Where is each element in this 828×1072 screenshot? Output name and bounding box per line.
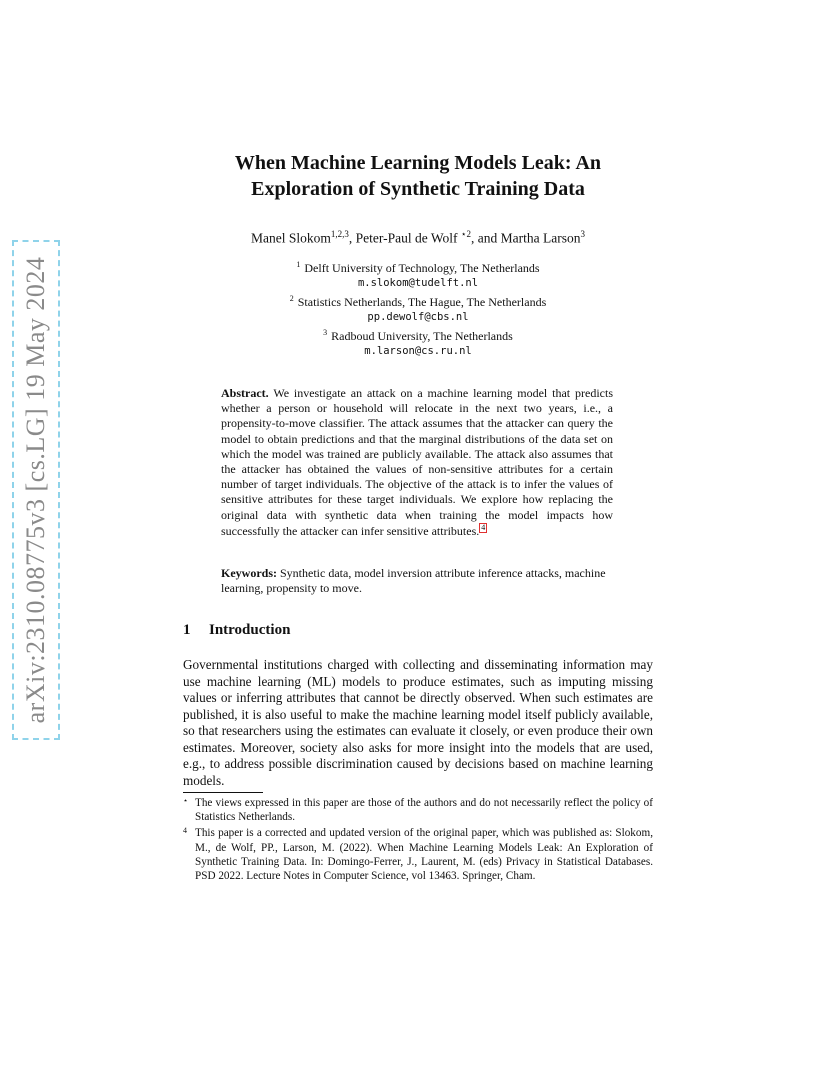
- email-1[interactable]: m.slokom@tudelft.nl: [357, 277, 479, 289]
- email-2[interactable]: pp.dewolf@cbs.nl: [367, 311, 469, 323]
- title-line-2: Exploration of Synthetic Training Data: [251, 178, 585, 200]
- affiliations: [183, 257, 653, 359]
- footnotes: [183, 796, 653, 885]
- affiliation-3: $^3$ Radboud University, The Netherlands: [323, 328, 513, 343]
- footnote-link[interactable]: 4: [481, 522, 486, 532]
- arxiv-stamp: [12, 240, 60, 740]
- author-separator-2: , and Martha Larson: [471, 230, 581, 246]
- footnote-4: [183, 826, 653, 883]
- abstract-label: Abstract.: [221, 386, 269, 400]
- footnote-rule: [183, 792, 263, 793]
- intro-paragraph: Governmental institutions charged with collecting and disseminating information may use machine learning (ML) models to produce estimates, such as imputing missing values or inferring attributes that cannot be directly observed. When such estimates are published, it is also useful to make the machine learning model itself publicly available, so that researchers using the estimates can evaluate it closely, or even produce their own estimates. Moreover, society also asks for more insight into the models that are used, e.g., to address possible discrimination caused by decisions based on machine learning models.: [183, 657, 653, 788]
- keywords-label: Keywords:: [221, 566, 277, 580]
- title-line-1: When Machine Learning Models Leak: An: [234, 152, 602, 174]
- footnote-4-mark: 4: [183, 826, 187, 836]
- footnote-1-mark: ⋆: [183, 796, 189, 805]
- section-heading: [183, 622, 290, 639]
- footnote-1: [183, 796, 653, 824]
- footnote-4-text: This paper is a corrected and updated version of the original paper, which was published as: Slokom, M., de Wolf, PP., Larson, M. (2022). When Machine Learning Models Leak: An Exploration of Synthetic Training Data. In: Domingo-Ferrer, J., Laurent, M. (eds) Privacy in Statistical Databases. PSD 2022. Lecture Notes in Computer Science, vol 13463. Springer, Cham.: [195, 827, 653, 883]
- abstract-text: We investigate an attack on a machine learning model that predicts whether a person or household will relocate in the next two years, i.e., a propensity-to-move classifier. The attack assumes that the attacker can query the model to obtain predictions and that the marginal distributions of the data set on which the model was trained are publicly available. The attack also assumes that the attacker has obtained the values of non-sensitive attributes for a certain number of target individuals. The objective of the attack is to infer the values of sensitive attributes for these target individuals. We explore how replacing the original data with synthetic data when training the model impacts how successfully the attacker can infer sensitive attributes.: [221, 386, 613, 538]
- author-separator-1: , Peter-Paul de Wolf: [348, 230, 461, 246]
- author-2-affil: ⋆2: [460, 229, 472, 239]
- section-title: Introduction: [209, 622, 291, 638]
- section-number: 1: [183, 622, 191, 638]
- paper-title: [183, 150, 653, 202]
- arxiv-id: arXiv:2310.08775v3 [cs.LG] 19 May 2024: [21, 256, 50, 724]
- author-1: Manel Slokom: [251, 230, 331, 246]
- keywords: [221, 566, 613, 596]
- affiliation-1: $^1$ Delft University of Technology, The Netherlands: [296, 260, 540, 275]
- keywords-text: Synthetic data, model inversion attribute inference attacks, machine learning, propensity to move.: [221, 566, 606, 596]
- affiliation-2: $^2$ Statistics Netherlands, The Hague, The Netherlands: [289, 294, 547, 309]
- email-3[interactable]: m.larson@cs.ru.nl: [364, 345, 472, 357]
- author-1-affil: 1,2,3: [330, 229, 349, 239]
- author-3-affil: 3: [580, 229, 585, 239]
- author-list: [183, 229, 653, 247]
- abstract: [221, 386, 613, 539]
- footnote-1-text: The views expressed in this paper are those of the authors and do not necessarily reflect the policy of Statistics Netherlands.: [195, 797, 653, 824]
